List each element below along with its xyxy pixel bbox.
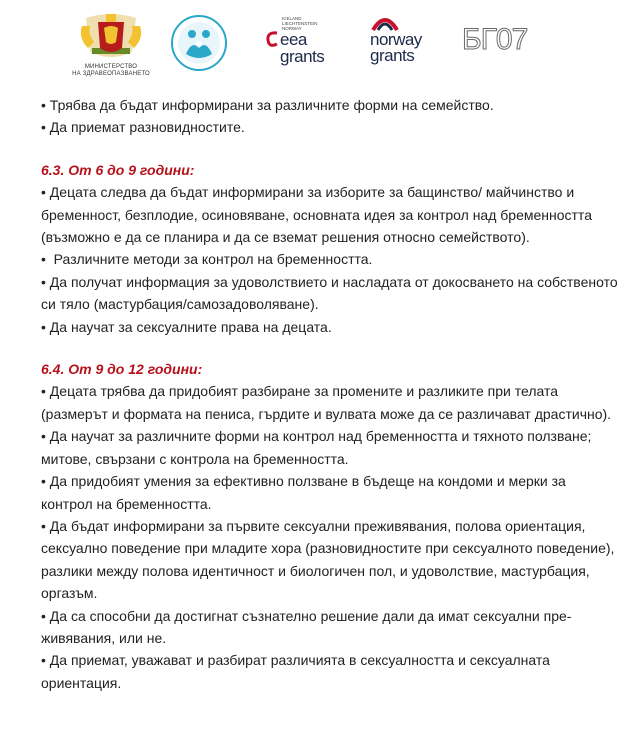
family-circle-icon [170,14,228,72]
section-6-3-bullet: • Да получат информация за удоволствието и насладата от докосването на собственото си тяло (мастурбация/самозадоволяване). [41,271,621,316]
section-6-4-bullet: • Да са способни да достигнат съзнателно решение дали да имат сексуални пре-живявания, или не. [41,605,621,650]
section-6-4-bullet: • Да приемат, уважават и разбират различията в сексуалността и сексуалната ориентация. [41,649,621,694]
section-6-4-bullet: • Да научат за различните форми на контрол над бременността и тяхното ползване; митове, свързани с контрола на бременността. [41,425,621,470]
section-heading-6-4: 6.4. От 9 до 12 години: [41,361,203,378]
section-6-4-bullet: • Децата трябва да придобият разбиране за промените и разликите при телата (размерът и формата на пениса, гърдите и вулвата може да се различават драстично). [41,380,621,425]
norway-grants-logo [356,14,442,70]
section-6-3-bullet: • Различните методи за контрол на бременността. [41,248,621,270]
section-heading-6-3: 6.3. От 6 до 9 години: [41,161,195,178]
section-6-3-bullet: • Децата следва да бъдат информирани за изборите за бащинство/ майчинство и бременност, безплодие, осиновяване, основната идея за контрол над бременността (възможно е да се планира и да се вземат решения относно семейството). [41,181,621,248]
eea-swirl-icon [265,30,279,56]
intro-bullet: • Трябва да бъдат информирани за различните форми на семейство. [41,94,621,116]
section-6-3-bullet: • Да научат за сексуалните права на децата. [41,316,621,338]
bg07-text: БГ07 [462,23,528,56]
logo-banner [0,0,640,88]
section-6-4-bullet: • Да придобият умения за ефективно ползване в бъдеще на кондоми и мерки за контрол на бременността. [41,470,621,515]
eea-grants-text: eea grants [280,30,325,66]
section-6-4-bullet: • Да бъдат информирани за първите сексуални преживявания, полова ориентация, сексуално поведение при младите хора (разновидностите при сексуалното поведение), разлики между полова идентичност и биологичен пол, и удоволствие, мастурбация, оргазъм. [41,515,621,605]
ministry-caption: МИНИСТЕРСТВО НА ЗДРАВЕОПАЗВАНЕТО [72,64,150,77]
bulgarian-coat-of-arms-icon [68,12,154,64]
eea-grants-logo [262,16,342,72]
ministry-of-health-logo [68,12,154,84]
eea-donor-countries: ICELAND LIECHTENSTEIN NORWAY [282,16,318,31]
bg07-program-logo [462,24,536,58]
association-logo [170,14,228,72]
document-body [41,94,621,694]
intro-bullet: • Да приемат разновидностите. [41,116,621,138]
norway-grants-text: norway grants [370,30,422,65]
